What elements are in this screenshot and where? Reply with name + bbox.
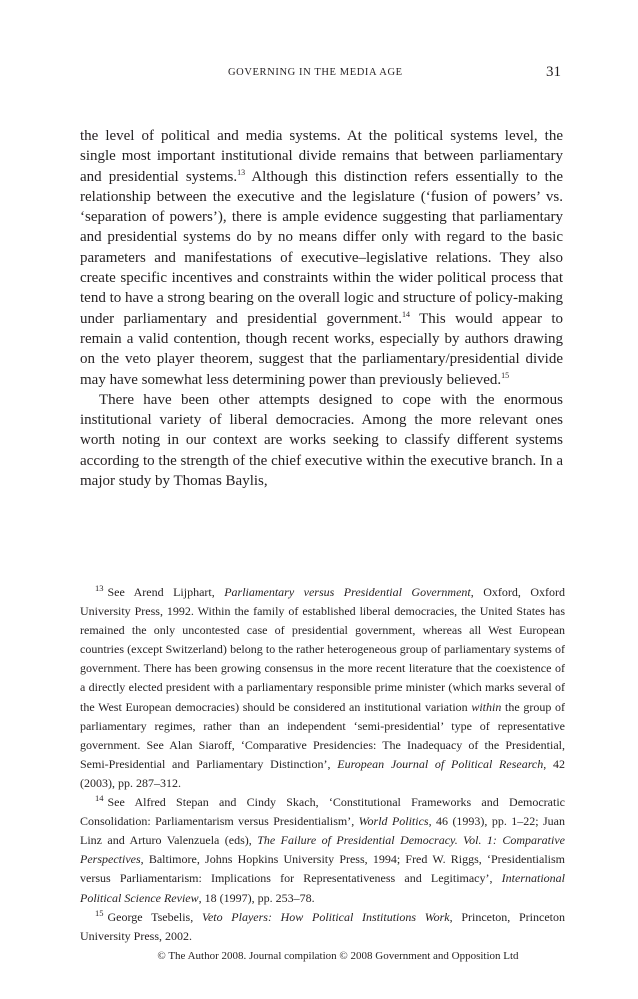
page-number: 31	[546, 64, 561, 80]
paragraph-1	[80, 126, 563, 390]
footnote-ref-14: 14	[401, 309, 410, 319]
emphasis: within	[471, 699, 502, 714]
journal-title: European Journal of Political Research	[337, 756, 544, 771]
journal-title: International Political Science Review	[80, 871, 565, 905]
copyright-footer: © The Author 2008. Journal compilation © 2008 Government and Opposition Ltd	[157, 950, 519, 962]
paragraph-2: There have been other attempts designed to cope with the enormous institutional variety of liberal democracies. Among the more relevant ones worth noting in our context are works seeking to classify different systems according to the strength of the chief executive within the executive branch. In a major study by Thomas Baylis,	[80, 391, 563, 490]
book-title: Veto Players: How Political Institutions Work	[201, 909, 450, 924]
main-text	[80, 126, 563, 491]
paragraph-text: This would appear to remain a valid contention, though recent works, especially by authors drawing on the veto player theorem, suggest that the parliamentary/presidential divide may have somewhat less determining power than previously believed.	[80, 310, 563, 388]
footnote-number: 14	[95, 793, 104, 804]
footnote-ref-13: 13	[237, 167, 246, 177]
footnote-text: , Baltimore, Johns Hopkins University Press, 1994; Fred W. Riggs, ‘Presidentialism versus Parliamentarism: Implications for Representativeness and Legitimacy’,	[80, 852, 565, 886]
footnote-text: , Princeton, Princeton University Press, 2002.	[80, 909, 565, 943]
footnote-text: the group of parliamentary regimes, rather than an independent ‘semi-presidential’ type of representative government. See Alan Siaroff, ‘Comparative Presidencies: The Inadequacy of the Presidential, Semi-Presidential and Parliamentary Distinction’,	[80, 699, 566, 771]
footnote-number: 13	[95, 583, 104, 593]
footnote-15	[80, 908, 565, 946]
book-title: The Failure of Presidential Democracy. Vol. 1: Comparative Perspectives	[80, 833, 565, 867]
footnote-13	[80, 583, 565, 793]
footnote-text: , Oxford, Oxford University Press, 1992. Within the family of established liberal democracies, the United States has remained the only uncontested case of presidential government, whereas all West European countries (except Switzerland) belong to the rather heterogeneous group of parliamentary systems of government. There has been growing consensus in the more recent literature that the coexistence of a directly elected president with a parliamentary responsible prime minister (which marks several of the West European democracies) should be considered an institutional variation	[80, 585, 565, 714]
footnote-text: See Alfred Stepan and Cindy Skach, ‘Constitutional Frameworks and Democratic Consolidation: Parliamentarism versus Presidentialism’,	[80, 795, 565, 829]
paragraph-text: the level of political and media systems. At the political systems level, the single most important institutional divide remains that between parliamentary and presidential systems.	[80, 128, 563, 185]
journal-title: World Politics	[358, 814, 429, 829]
footnote-text: George Tsebelis,	[107, 909, 202, 924]
footnote-14	[80, 793, 565, 908]
running-title: GOVERNING IN THE MEDIA AGE	[228, 67, 403, 78]
footnote-text: See Arend Lijphart,	[107, 585, 225, 599]
book-title: Parliamentary versus Presidential Government	[224, 585, 471, 599]
footnote-number: 15	[95, 907, 104, 918]
footnote-text: , 42 (2003), pp. 287–312.	[80, 756, 566, 790]
footnotes	[80, 583, 565, 946]
footnote-text: , 18 (1997), pp. 253–78.	[198, 890, 315, 905]
footnote-ref-15: 15	[501, 370, 510, 380]
running-header	[0, 64, 638, 84]
footnote-text: , 46 (1993), pp. 1–22; Juan Linz and Arturo Valenzuela (eds),	[80, 814, 566, 848]
paragraph-text: Although this distinction refers essentially to the relationship between the executive and the legislature (‘fusion of powers’ vs. ‘separation of powers’), there is ample evidence suggesting that parliamentary and presidential systems do by no means differ only with regard to the basic parameters and manifestations of executive–legislative relations. They also create specific incentives and constraints within the wider political process that tend to have a strong bearing on the overall logic and structure of policy-making under parliamentary and presidential government.	[80, 168, 564, 327]
